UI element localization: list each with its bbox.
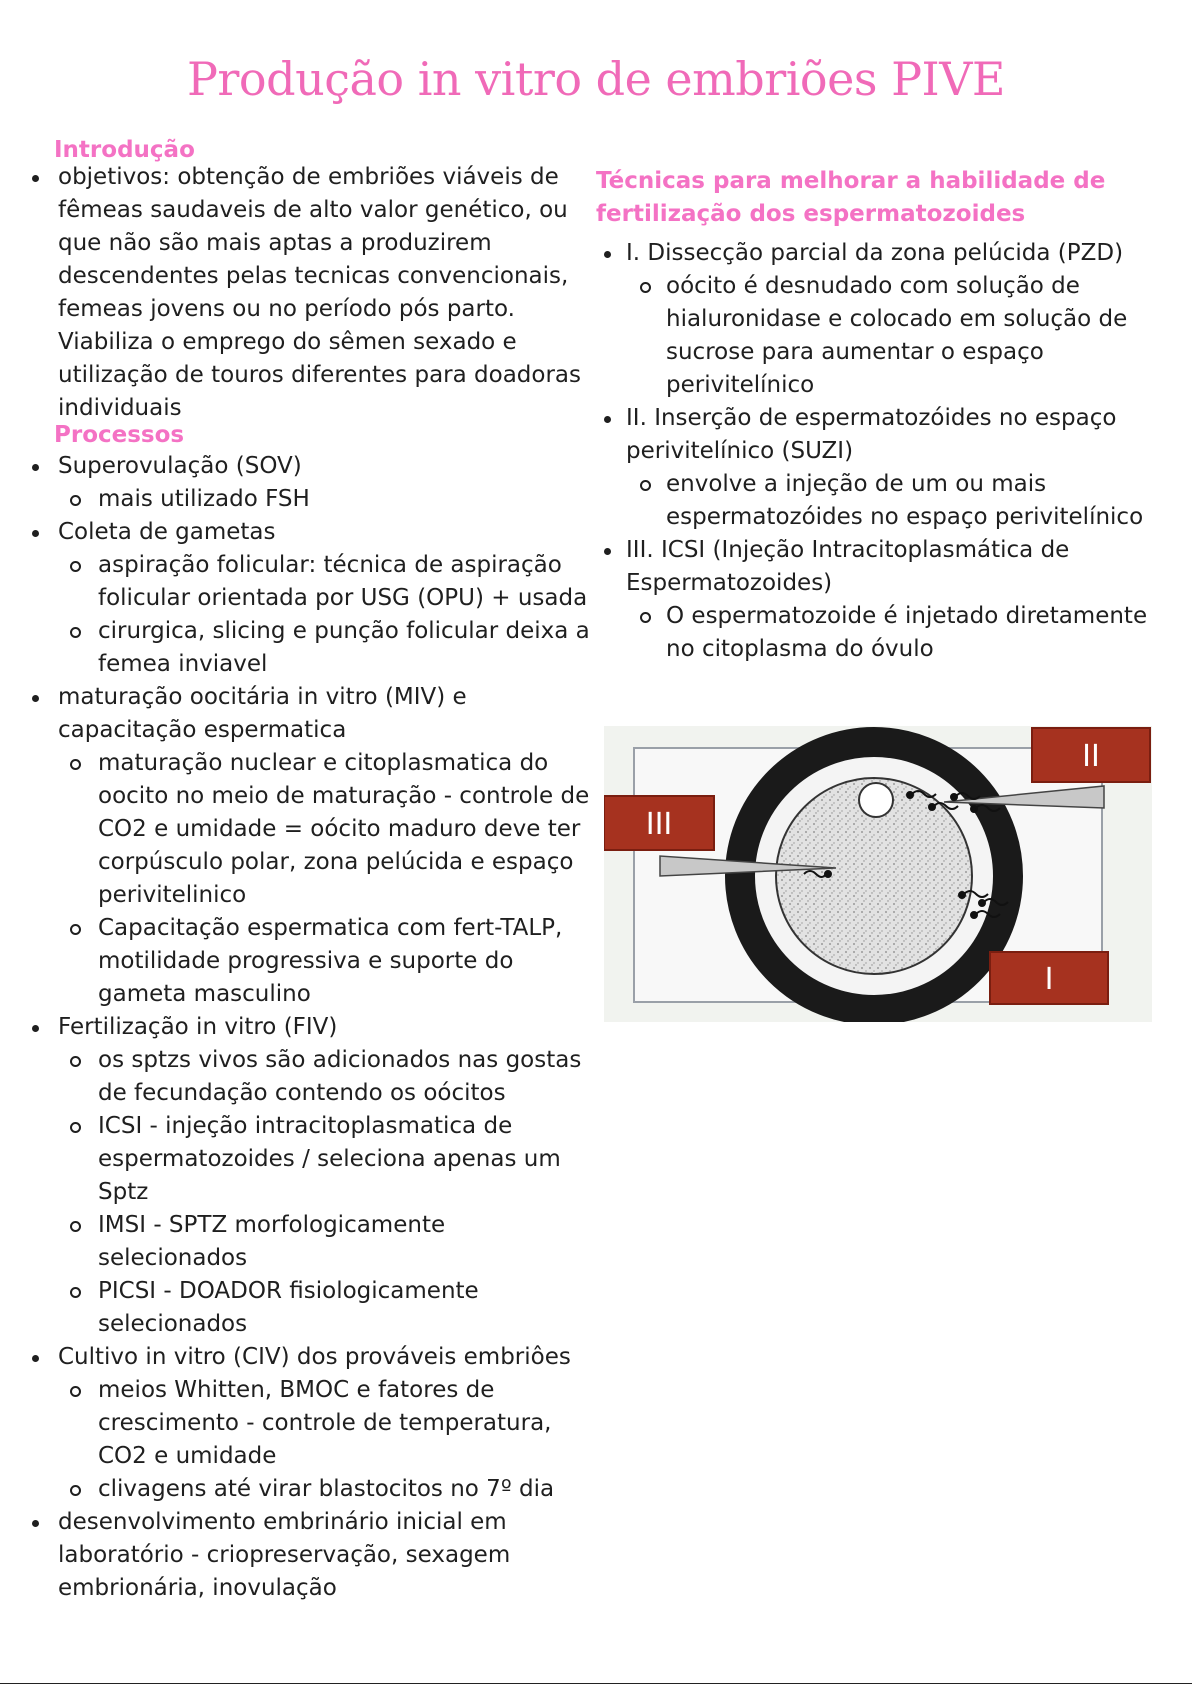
intro-item: objetivos: obtenção de embriões viáveis de fêmeas saudaveis de alto valor genético, ou que não são mais aptas a produzirem descendentes pelas tecnicas convencionais, femeas jovens ou no período pós parto. Viabiliza o emprego do sêmen sexado e utilização de touros diferentes para doadoras individuais	[28, 161, 600, 425]
bottom-rule	[0, 1683, 1192, 1684]
polar-body	[859, 783, 893, 817]
process-subitem: Capacitação espermatica com fert-TALP, motilidade progressiva e suporte do gameta masculino	[58, 912, 600, 1011]
technique-item-text: III. ICSI (Injeção Intracitoplasmática de Espermatozoides)	[626, 537, 1070, 596]
technique-item	[596, 237, 1171, 402]
process-item-text: desenvolvimento embrinário inicial em laboratório - criopreservação, sexagem embrionária, inovulação	[58, 1509, 511, 1601]
processes-heading: Processos	[54, 422, 185, 448]
label-i: I	[1044, 962, 1054, 997]
process-sublist	[58, 549, 600, 681]
technique-subitem: O espermatozoide é injetado diretamente no citoplasma do óvulo	[626, 600, 1171, 666]
process-subitem: cirurgica, slicing e punção folicular deixa a femea inviavel	[58, 615, 600, 681]
label-iii: III	[645, 807, 673, 842]
process-sublist	[58, 483, 600, 516]
technique-sublist	[626, 468, 1171, 534]
process-subitem: mais utilizado FSH	[58, 483, 600, 516]
process-subitem: ICSI - injeção intracitoplasmatica de espermatozoides / seleciona apenas um Sptz	[58, 1110, 600, 1209]
process-item	[28, 681, 600, 1011]
process-sublist	[58, 747, 600, 1011]
process-subitem: PICSI - DOADOR fisiologicamente selecionados	[58, 1275, 600, 1341]
process-item	[28, 516, 600, 681]
process-item	[28, 1506, 600, 1605]
process-subitem: clivagens até virar blastocitos no 7º dia	[58, 1473, 600, 1506]
technique-subitem: envolve a injeção de um ou mais espermatozóides no espaço perivitelínico	[626, 468, 1171, 534]
technique-item	[596, 534, 1171, 666]
technique-subitem: oócito é desnudado com solução de hialuronidase e colocado em solução de sucrose para aumentar o espaço perivitelínico	[626, 270, 1171, 402]
fertilization-techniques-diagram	[604, 726, 1152, 1022]
process-item-text: Fertilização in vitro (FIV)	[58, 1014, 338, 1040]
process-item	[28, 450, 600, 516]
techniques-list	[596, 237, 1171, 666]
process-sublist	[58, 1044, 600, 1341]
left-column	[28, 136, 600, 1605]
process-subitem: IMSI - SPTZ morfologicamente selecionados	[58, 1209, 600, 1275]
technique-sublist	[626, 270, 1171, 402]
technique-item-text: I. Dissecção parcial da zona pelúcida (PZD)	[626, 240, 1124, 266]
process-item-text: Cultivo in vitro (CIV) dos prováveis embriôes	[58, 1344, 571, 1370]
technique-sublist	[626, 600, 1171, 666]
process-item-text: maturação oocitária in vitro (MIV) e capacitação espermatica	[58, 684, 467, 743]
technique-item-text: II. Inserção de espermatozóides no espaço perivitelínico (SUZI)	[626, 405, 1117, 464]
right-column	[596, 165, 1171, 666]
process-subitem: maturação nuclear e citoplasmatica do oocito no meio de maturação - controle de CO2 e umidade = oócito maduro deve ter corpúsculo polar, zona pelúcida e espaço perivitelinico	[58, 747, 600, 912]
process-subitem: os sptzs vivos são adicionados nas gostas de fecundação contendo os oócitos	[58, 1044, 600, 1110]
intro-heading: Introdução	[54, 137, 195, 163]
process-item-text: Coleta de gametas	[58, 519, 276, 545]
technique-item	[596, 402, 1171, 534]
page-title: Produção in vitro de embriões PIVE	[186, 52, 1005, 106]
process-item	[28, 1341, 600, 1506]
process-item	[28, 1011, 600, 1341]
process-item-text: Superovulação (SOV)	[58, 453, 302, 479]
processes-list	[28, 450, 600, 1605]
techniques-heading: Técnicas para melhorar a habilidade de fertilização dos espermatozoides	[596, 168, 1106, 227]
process-subitem: aspiração folicular: técnica de aspiração folicular orientada por USG (OPU) + usada	[58, 549, 600, 615]
process-sublist	[58, 1374, 600, 1506]
label-ii: II	[1082, 739, 1100, 774]
process-subitem: meios Whitten, BMOC e fatores de crescimento - controle de temperatura, CO2 e umidade	[58, 1374, 600, 1473]
intro-list	[28, 161, 600, 425]
